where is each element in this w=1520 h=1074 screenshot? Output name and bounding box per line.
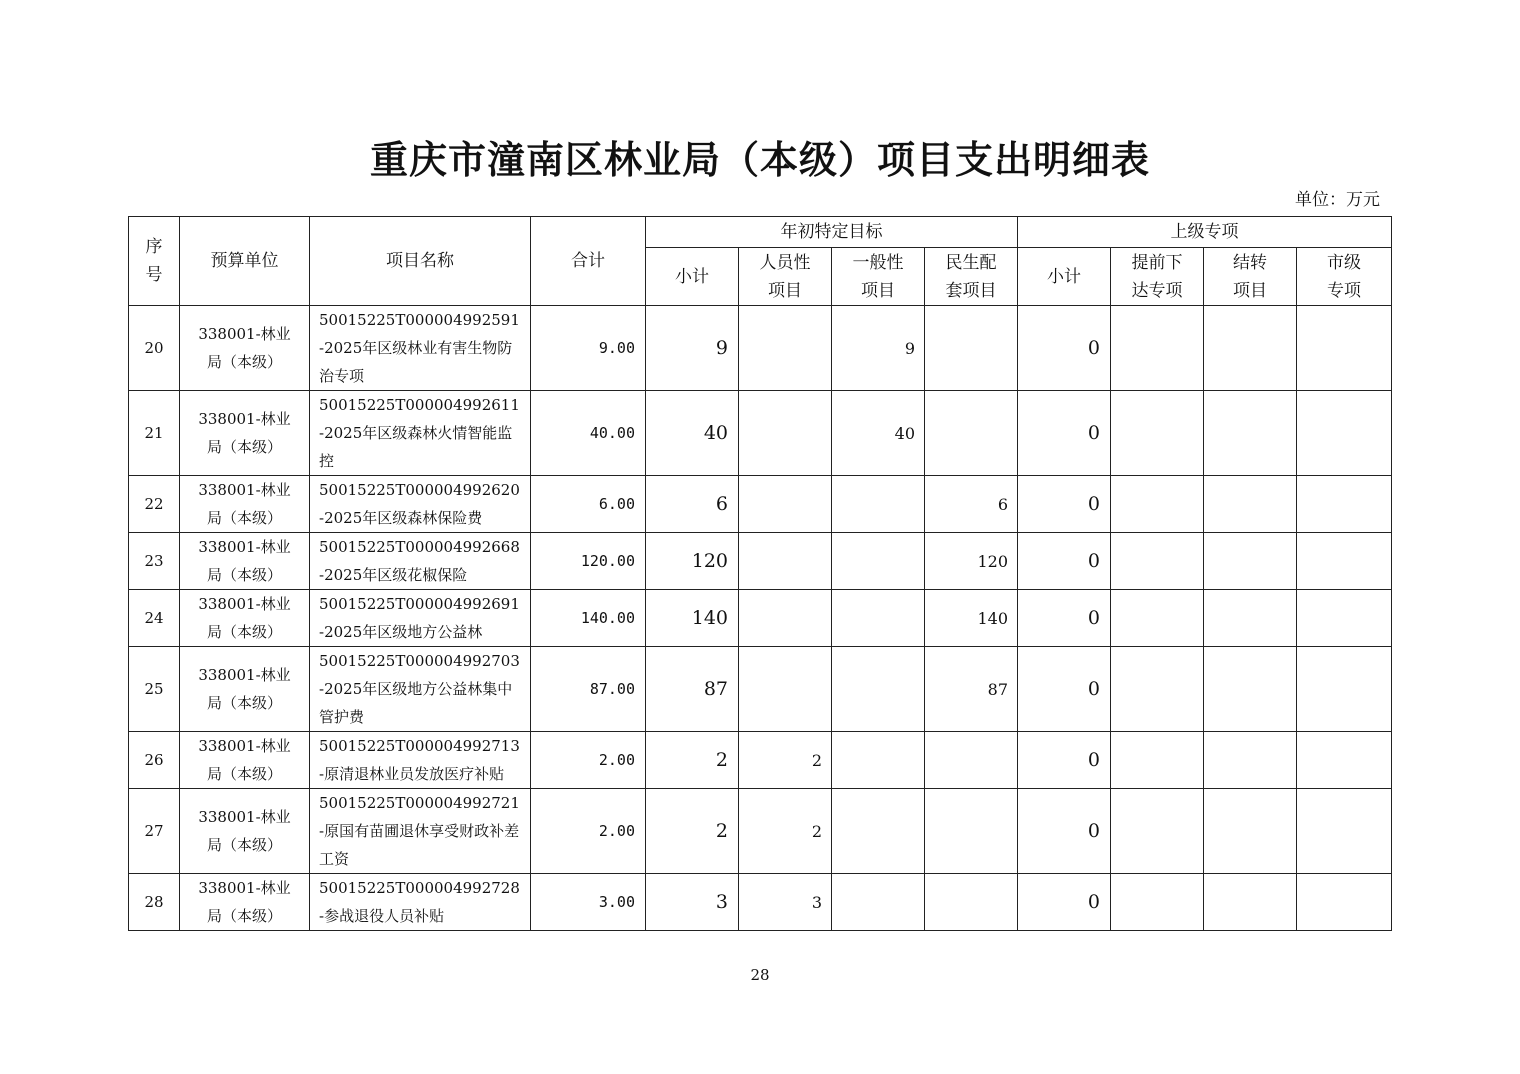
cell-advance (1111, 590, 1204, 647)
cell-livelihood (925, 732, 1018, 789)
cell-seq: 23 (129, 533, 180, 590)
page-number: 28 (750, 966, 770, 984)
cell-seq: 27 (129, 789, 180, 874)
cell-upper-subtotal: 0 (1018, 476, 1111, 533)
cell-project: 50015225T000004992713-原清退林业员发放医疗补贴 (310, 732, 531, 789)
cell-project: 50015225T000004992691-2025年区级地方公益林 (310, 590, 531, 647)
cell-general (832, 533, 925, 590)
cell-annual-subtotal: 2 (646, 789, 739, 874)
cell-upper-subtotal: 0 (1018, 306, 1111, 391)
header-total: 合计 (531, 217, 646, 306)
cell-seq: 21 (129, 391, 180, 476)
table-row (129, 533, 1392, 590)
cell-municipal (1297, 732, 1392, 789)
header-annual-subtotal: 小计 (646, 248, 739, 306)
cell-advance (1111, 306, 1204, 391)
table-row (129, 874, 1392, 931)
cell-total: 2.00 (531, 789, 646, 874)
header-project-name: 项目名称 (310, 217, 531, 306)
cell-annual-subtotal: 6 (646, 476, 739, 533)
cell-carryover (1204, 647, 1297, 732)
cell-advance (1111, 789, 1204, 874)
cell-project: 50015225T000004992611-2025年区级森林火情智能监控 (310, 391, 531, 476)
unit-label: 单位：万元 (1295, 190, 1380, 210)
cell-carryover (1204, 789, 1297, 874)
header-seq: 序号 (129, 217, 180, 306)
header-upper-subtotal: 小计 (1018, 248, 1111, 306)
cell-personnel: 2 (739, 789, 832, 874)
cell-unit: 338001-林业局（本级） (180, 476, 310, 533)
cell-advance (1111, 391, 1204, 476)
cell-total: 120.00 (531, 533, 646, 590)
cell-carryover (1204, 391, 1297, 476)
cell-annual-subtotal: 40 (646, 391, 739, 476)
cell-livelihood: 87 (925, 647, 1018, 732)
table-row (129, 647, 1392, 732)
cell-carryover (1204, 874, 1297, 931)
cell-carryover (1204, 476, 1297, 533)
cell-personnel (739, 391, 832, 476)
cell-advance (1111, 874, 1204, 931)
cell-municipal (1297, 306, 1392, 391)
cell-annual-subtotal: 9 (646, 306, 739, 391)
cell-upper-subtotal: 0 (1018, 732, 1111, 789)
cell-livelihood: 120 (925, 533, 1018, 590)
cell-livelihood (925, 789, 1018, 874)
header-general: 一般性项目 (832, 248, 925, 306)
cell-total: 40.00 (531, 391, 646, 476)
cell-advance (1111, 476, 1204, 533)
cell-upper-subtotal: 0 (1018, 874, 1111, 931)
cell-advance (1111, 647, 1204, 732)
cell-municipal (1297, 647, 1392, 732)
header-budget-unit: 预算单位 (180, 217, 310, 306)
cell-total: 3.00 (531, 874, 646, 931)
cell-project: 50015225T000004992728-参战退役人员补贴 (310, 874, 531, 931)
cell-livelihood: 140 (925, 590, 1018, 647)
cell-carryover (1204, 590, 1297, 647)
cell-municipal (1297, 874, 1392, 931)
cell-municipal (1297, 391, 1392, 476)
cell-municipal (1297, 533, 1392, 590)
cell-annual-subtotal: 140 (646, 590, 739, 647)
cell-personnel (739, 476, 832, 533)
table-row (129, 789, 1392, 874)
cell-carryover (1204, 533, 1297, 590)
cell-general: 9 (832, 306, 925, 391)
cell-total: 2.00 (531, 732, 646, 789)
cell-total: 140.00 (531, 590, 646, 647)
cell-personnel (739, 647, 832, 732)
cell-seq: 22 (129, 476, 180, 533)
header-livelihood: 民生配套项目 (925, 248, 1018, 306)
cell-carryover (1204, 306, 1297, 391)
cell-unit: 338001-林业局（本级） (180, 533, 310, 590)
cell-personnel: 3 (739, 874, 832, 931)
table-row (129, 306, 1392, 391)
cell-personnel (739, 590, 832, 647)
cell-general (832, 732, 925, 789)
cell-municipal (1297, 590, 1392, 647)
cell-annual-subtotal: 3 (646, 874, 739, 931)
project-expenditure-table (128, 216, 1392, 931)
cell-unit: 338001-林业局（本级） (180, 590, 310, 647)
cell-seq: 28 (129, 874, 180, 931)
cell-personnel: 2 (739, 732, 832, 789)
cell-advance (1111, 533, 1204, 590)
table-row (129, 590, 1392, 647)
cell-project: 50015225T000004992591-2025年区级林业有害生物防治专项 (310, 306, 531, 391)
cell-total: 87.00 (531, 647, 646, 732)
cell-upper-subtotal: 0 (1018, 533, 1111, 590)
cell-unit: 338001-林业局（本级） (180, 391, 310, 476)
header-carryover: 结转项目 (1204, 248, 1297, 306)
cell-project: 50015225T000004992703-2025年区级地方公益林集中管护费 (310, 647, 531, 732)
cell-unit: 338001-林业局（本级） (180, 647, 310, 732)
cell-upper-subtotal: 0 (1018, 590, 1111, 647)
cell-annual-subtotal: 87 (646, 647, 739, 732)
cell-total: 6.00 (531, 476, 646, 533)
cell-general: 40 (832, 391, 925, 476)
table-row (129, 476, 1392, 533)
cell-total: 9.00 (531, 306, 646, 391)
header-group-annual: 年初特定目标 (646, 217, 1018, 248)
cell-upper-subtotal: 0 (1018, 391, 1111, 476)
cell-livelihood (925, 874, 1018, 931)
cell-personnel (739, 533, 832, 590)
cell-seq: 20 (129, 306, 180, 391)
cell-general (832, 789, 925, 874)
cell-general (832, 647, 925, 732)
cell-project: 50015225T000004992721-原国有苗圃退休享受财政补差工资 (310, 789, 531, 874)
cell-seq: 25 (129, 647, 180, 732)
cell-municipal (1297, 476, 1392, 533)
cell-project: 50015225T000004992668-2025年区级花椒保险 (310, 533, 531, 590)
cell-general (832, 590, 925, 647)
page-title: 重庆市潼南区林业局（本级）项目支出明细表 (369, 137, 1150, 182)
cell-unit: 338001-林业局（本级） (180, 874, 310, 931)
cell-project: 50015225T000004992620-2025年区级森林保险费 (310, 476, 531, 533)
header-group-upper: 上级专项 (1018, 217, 1392, 248)
cell-general (832, 476, 925, 533)
cell-advance (1111, 732, 1204, 789)
cell-unit: 338001-林业局（本级） (180, 789, 310, 874)
header-personnel: 人员性项目 (739, 248, 832, 306)
cell-seq: 26 (129, 732, 180, 789)
cell-annual-subtotal: 120 (646, 533, 739, 590)
cell-upper-subtotal: 0 (1018, 789, 1111, 874)
cell-livelihood (925, 391, 1018, 476)
cell-unit: 338001-林业局（本级） (180, 732, 310, 789)
cell-seq: 24 (129, 590, 180, 647)
cell-general (832, 874, 925, 931)
cell-carryover (1204, 732, 1297, 789)
cell-municipal (1297, 789, 1392, 874)
cell-annual-subtotal: 2 (646, 732, 739, 789)
cell-upper-subtotal: 0 (1018, 647, 1111, 732)
table-row (129, 732, 1392, 789)
cell-unit: 338001-林业局（本级） (180, 306, 310, 391)
header-advance: 提前下达专项 (1111, 248, 1204, 306)
header-municipal: 市级专项 (1297, 248, 1392, 306)
cell-livelihood (925, 306, 1018, 391)
cell-personnel (739, 306, 832, 391)
table-row (129, 391, 1392, 476)
cell-livelihood: 6 (925, 476, 1018, 533)
